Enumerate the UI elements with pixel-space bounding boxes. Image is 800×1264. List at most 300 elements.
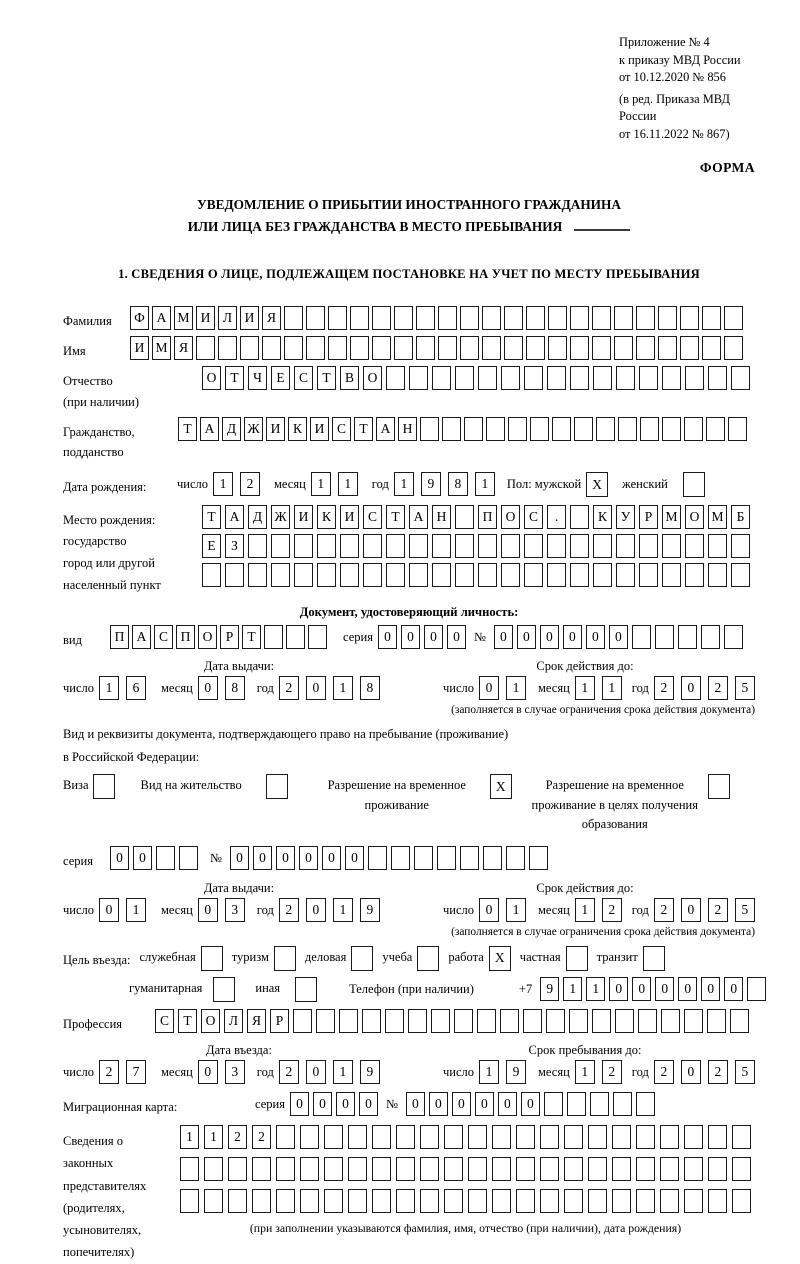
char-cell[interactable]: О (202, 366, 221, 390)
char-cell[interactable] (588, 1125, 607, 1149)
char-cell[interactable]: 0 (586, 625, 605, 649)
char-cell[interactable]: 0 (406, 1092, 425, 1116)
char-cell[interactable] (506, 846, 525, 870)
char-cell[interactable]: 1 (333, 898, 353, 922)
char-cell[interactable]: 0 (306, 1060, 326, 1084)
char-cell[interactable] (724, 306, 743, 330)
char-cell[interactable]: 0 (290, 1092, 309, 1116)
char-cell[interactable]: 0 (447, 625, 466, 649)
char-cell[interactable]: А (152, 306, 171, 330)
birth-day-cells[interactable] (213, 472, 260, 496)
char-cell[interactable] (708, 366, 727, 390)
char-cell[interactable] (708, 1157, 727, 1181)
char-cell[interactable] (455, 505, 474, 529)
id-doc-number-cells[interactable] (494, 625, 743, 649)
char-cell[interactable] (386, 366, 405, 390)
char-cell[interactable] (636, 306, 655, 330)
id-doc-type-cells[interactable] (110, 625, 327, 649)
temp-residence-checkbox[interactable]: X (490, 774, 512, 799)
char-cell[interactable] (420, 417, 439, 441)
birth-place-row2-cells[interactable] (202, 534, 750, 558)
char-cell[interactable] (420, 1189, 439, 1213)
char-cell[interactable] (547, 534, 566, 558)
char-cell[interactable] (508, 417, 527, 441)
char-cell[interactable]: 2 (602, 1060, 622, 1084)
birth-place-row3-cells[interactable] (202, 563, 750, 587)
char-cell[interactable] (639, 366, 658, 390)
purpose-other-checkbox[interactable] (295, 977, 317, 1002)
purpose-study-checkbox[interactable] (417, 946, 439, 971)
char-cell[interactable]: А (200, 417, 219, 441)
char-cell[interactable] (316, 1009, 335, 1033)
valid-year-cells[interactable] (654, 898, 755, 922)
char-cell[interactable] (685, 563, 704, 587)
temp-residence-education-checkbox[interactable] (708, 774, 730, 799)
char-cell[interactable] (684, 417, 703, 441)
char-cell[interactable] (468, 1189, 487, 1213)
char-cell[interactable]: И (294, 505, 313, 529)
char-cell[interactable]: Т (386, 505, 405, 529)
char-cell[interactable] (420, 1157, 439, 1181)
char-cell[interactable]: О (201, 1009, 220, 1033)
stay-month-cells[interactable] (575, 1060, 622, 1084)
char-cell[interactable] (732, 1125, 751, 1149)
residence-number-cells[interactable] (230, 846, 548, 870)
char-cell[interactable] (228, 1157, 247, 1181)
char-cell[interactable]: 2 (240, 472, 260, 496)
valid-day-cells[interactable] (479, 898, 526, 922)
char-cell[interactable]: М (708, 505, 727, 529)
char-cell[interactable] (478, 563, 497, 587)
char-cell[interactable]: Т (178, 417, 197, 441)
char-cell[interactable] (271, 534, 290, 558)
char-cell[interactable] (588, 1157, 607, 1181)
char-cell[interactable]: 0 (475, 1092, 494, 1116)
char-cell[interactable] (524, 563, 543, 587)
char-cell[interactable] (431, 1009, 450, 1033)
char-cell[interactable]: 0 (345, 846, 364, 870)
char-cell[interactable] (204, 1189, 223, 1213)
patronymic-cells[interactable] (202, 366, 750, 390)
surname-cells[interactable] (130, 306, 743, 330)
char-cell[interactable]: 2 (279, 898, 299, 922)
char-cell[interactable]: 5 (735, 676, 755, 700)
char-cell[interactable] (228, 1189, 247, 1213)
char-cell[interactable] (678, 625, 697, 649)
char-cell[interactable] (526, 336, 545, 360)
char-cell[interactable] (179, 846, 198, 870)
birth-place-row1-cells[interactable] (202, 505, 750, 529)
char-cell[interactable]: И (310, 417, 329, 441)
entry-month-cells[interactable] (198, 1060, 245, 1084)
char-cell[interactable]: С (155, 1009, 174, 1033)
char-cell[interactable] (444, 1189, 463, 1213)
char-cell[interactable] (350, 306, 369, 330)
phone-cells[interactable] (540, 977, 766, 1001)
entry-day-cells[interactable] (99, 1060, 146, 1084)
char-cell[interactable] (636, 1189, 655, 1213)
char-cell[interactable] (730, 1009, 749, 1033)
residence-series-cells[interactable] (110, 846, 198, 870)
char-cell[interactable]: 0 (494, 625, 513, 649)
char-cell[interactable]: З (225, 534, 244, 558)
char-cell[interactable]: Е (271, 366, 290, 390)
char-cell[interactable] (540, 1125, 559, 1149)
char-cell[interactable] (570, 534, 589, 558)
char-cell[interactable] (540, 1189, 559, 1213)
char-cell[interactable] (468, 1157, 487, 1181)
char-cell[interactable]: Т (242, 625, 261, 649)
char-cell[interactable] (636, 1092, 655, 1116)
char-cell[interactable]: 5 (735, 1060, 755, 1084)
char-cell[interactable] (685, 534, 704, 558)
stay-day-cells[interactable] (479, 1060, 526, 1084)
char-cell[interactable] (408, 1009, 427, 1033)
char-cell[interactable] (530, 417, 549, 441)
char-cell[interactable]: 0 (724, 977, 743, 1001)
char-cell[interactable]: 1 (563, 977, 582, 1001)
char-cell[interactable]: 2 (654, 676, 674, 700)
char-cell[interactable]: Л (218, 306, 237, 330)
char-cell[interactable]: Я (174, 336, 193, 360)
char-cell[interactable] (432, 366, 451, 390)
char-cell[interactable] (658, 306, 677, 330)
char-cell[interactable] (702, 336, 721, 360)
char-cell[interactable] (460, 336, 479, 360)
char-cell[interactable] (368, 846, 387, 870)
char-cell[interactable] (300, 1157, 319, 1181)
char-cell[interactable]: 1 (311, 472, 331, 496)
char-cell[interactable]: 2 (228, 1125, 247, 1149)
char-cell[interactable]: 1 (506, 676, 526, 700)
char-cell[interactable] (612, 1125, 631, 1149)
char-cell[interactable] (293, 1009, 312, 1033)
char-cell[interactable] (306, 306, 325, 330)
char-cell[interactable] (284, 336, 303, 360)
char-cell[interactable]: 8 (360, 676, 380, 700)
char-cell[interactable] (286, 625, 305, 649)
char-cell[interactable]: 2 (279, 676, 299, 700)
char-cell[interactable]: 2 (279, 1060, 299, 1084)
char-cell[interactable] (636, 1125, 655, 1149)
char-cell[interactable] (252, 1189, 271, 1213)
char-cell[interactable]: Е (202, 534, 221, 558)
char-cell[interactable] (632, 625, 651, 649)
char-cell[interactable] (680, 336, 699, 360)
purpose-transit-checkbox[interactable] (643, 946, 665, 971)
char-cell[interactable]: 1 (586, 977, 605, 1001)
char-cell[interactable] (614, 306, 633, 330)
issue-year-cells[interactable] (279, 676, 380, 700)
char-cell[interactable]: 0 (230, 846, 249, 870)
char-cell[interactable] (684, 1189, 703, 1213)
char-cell[interactable]: 9 (360, 898, 380, 922)
char-cell[interactable] (348, 1189, 367, 1213)
char-cell[interactable] (416, 306, 435, 330)
char-cell[interactable] (324, 1189, 343, 1213)
char-cell[interactable]: 0 (609, 625, 628, 649)
char-cell[interactable]: И (240, 306, 259, 330)
char-cell[interactable]: 0 (133, 846, 152, 870)
char-cell[interactable] (416, 336, 435, 360)
char-cell[interactable] (731, 563, 750, 587)
char-cell[interactable]: О (198, 625, 217, 649)
char-cell[interactable]: М (174, 306, 193, 330)
char-cell[interactable] (636, 336, 655, 360)
valid-month-cells[interactable] (575, 898, 622, 922)
char-cell[interactable] (396, 1125, 415, 1149)
char-cell[interactable]: 0 (452, 1092, 471, 1116)
char-cell[interactable] (394, 336, 413, 360)
char-cell[interactable] (340, 563, 359, 587)
char-cell[interactable] (574, 417, 593, 441)
char-cell[interactable]: 1 (333, 676, 353, 700)
char-cell[interactable] (564, 1125, 583, 1149)
issue-month-cells[interactable] (198, 898, 245, 922)
char-cell[interactable] (658, 336, 677, 360)
char-cell[interactable]: О (685, 505, 704, 529)
char-cell[interactable]: 1 (213, 472, 233, 496)
char-cell[interactable] (225, 563, 244, 587)
char-cell[interactable]: 1 (394, 472, 414, 496)
char-cell[interactable]: В (340, 366, 359, 390)
char-cell[interactable]: 0 (198, 898, 218, 922)
char-cell[interactable] (593, 534, 612, 558)
char-cell[interactable] (492, 1125, 511, 1149)
char-cell[interactable]: 0 (479, 898, 499, 922)
char-cell[interactable] (593, 563, 612, 587)
char-cell[interactable] (262, 336, 281, 360)
char-cell[interactable] (264, 625, 283, 649)
char-cell[interactable] (544, 1092, 563, 1116)
char-cell[interactable] (204, 1157, 223, 1181)
char-cell[interactable] (618, 417, 637, 441)
char-cell[interactable] (547, 366, 566, 390)
char-cell[interactable] (728, 417, 747, 441)
char-cell[interactable] (339, 1009, 358, 1033)
char-cell[interactable] (684, 1157, 703, 1181)
char-cell[interactable] (328, 336, 347, 360)
char-cell[interactable] (414, 846, 433, 870)
char-cell[interactable]: 0 (498, 1092, 517, 1116)
char-cell[interactable] (271, 563, 290, 587)
char-cell[interactable]: Л (224, 1009, 243, 1033)
char-cell[interactable]: 1 (575, 676, 595, 700)
char-cell[interactable]: 2 (708, 1060, 728, 1084)
char-cell[interactable]: П (110, 625, 129, 649)
char-cell[interactable] (444, 1125, 463, 1149)
char-cell[interactable] (564, 1189, 583, 1213)
char-cell[interactable] (324, 1157, 343, 1181)
valid-day-cells[interactable] (479, 676, 526, 700)
char-cell[interactable] (276, 1125, 295, 1149)
char-cell[interactable]: 1 (126, 898, 146, 922)
representatives-row2-cells[interactable] (180, 1157, 751, 1181)
char-cell[interactable] (660, 1125, 679, 1149)
char-cell[interactable]: А (132, 625, 151, 649)
residence-permit-checkbox[interactable] (266, 774, 288, 799)
char-cell[interactable] (300, 1125, 319, 1149)
char-cell[interactable] (685, 366, 704, 390)
char-cell[interactable]: Р (270, 1009, 289, 1033)
char-cell[interactable] (702, 306, 721, 330)
char-cell[interactable] (613, 1092, 632, 1116)
char-cell[interactable] (348, 1157, 367, 1181)
char-cell[interactable] (540, 1157, 559, 1181)
char-cell[interactable] (394, 306, 413, 330)
char-cell[interactable] (661, 1009, 680, 1033)
char-cell[interactable]: Н (398, 417, 417, 441)
char-cell[interactable]: 0 (378, 625, 397, 649)
char-cell[interactable]: 5 (735, 898, 755, 922)
char-cell[interactable]: 0 (517, 625, 536, 649)
char-cell[interactable]: С (524, 505, 543, 529)
char-cell[interactable] (524, 534, 543, 558)
char-cell[interactable]: С (154, 625, 173, 649)
char-cell[interactable] (409, 366, 428, 390)
char-cell[interactable]: А (376, 417, 395, 441)
char-cell[interactable] (708, 1189, 727, 1213)
char-cell[interactable]: 1 (479, 1060, 499, 1084)
purpose-private-checkbox[interactable] (566, 946, 588, 971)
char-cell[interactable] (372, 1157, 391, 1181)
name-cells[interactable] (130, 336, 743, 360)
char-cell[interactable] (747, 977, 766, 1001)
char-cell[interactable] (593, 366, 612, 390)
char-cell[interactable]: 1 (204, 1125, 223, 1149)
char-cell[interactable] (732, 1157, 751, 1181)
char-cell[interactable]: У (616, 505, 635, 529)
char-cell[interactable]: И (266, 417, 285, 441)
char-cell[interactable]: 1 (575, 1060, 595, 1084)
char-cell[interactable] (590, 1092, 609, 1116)
char-cell[interactable] (248, 563, 267, 587)
char-cell[interactable]: М (152, 336, 171, 360)
char-cell[interactable]: 3 (225, 898, 245, 922)
sex-male-checkbox[interactable]: X (586, 472, 608, 497)
char-cell[interactable] (524, 366, 543, 390)
citizenship-cells[interactable] (178, 417, 747, 441)
char-cell[interactable]: 0 (424, 625, 443, 649)
char-cell[interactable]: 8 (448, 472, 468, 496)
char-cell[interactable]: 1 (506, 898, 526, 922)
char-cell[interactable] (372, 306, 391, 330)
char-cell[interactable] (350, 336, 369, 360)
char-cell[interactable] (294, 563, 313, 587)
char-cell[interactable] (546, 1009, 565, 1033)
char-cell[interactable] (442, 417, 461, 441)
char-cell[interactable] (570, 306, 589, 330)
char-cell[interactable]: 0 (306, 898, 326, 922)
char-cell[interactable]: 1 (475, 472, 495, 496)
char-cell[interactable] (432, 563, 451, 587)
char-cell[interactable]: 0 (198, 676, 218, 700)
char-cell[interactable] (570, 366, 589, 390)
char-cell[interactable] (501, 534, 520, 558)
char-cell[interactable] (308, 625, 327, 649)
char-cell[interactable] (300, 1189, 319, 1213)
char-cell[interactable] (523, 1009, 542, 1033)
char-cell[interactable] (306, 336, 325, 360)
char-cell[interactable]: 0 (336, 1092, 355, 1116)
char-cell[interactable] (455, 534, 474, 558)
char-cell[interactable] (706, 417, 725, 441)
char-cell[interactable] (639, 563, 658, 587)
char-cell[interactable] (614, 336, 633, 360)
char-cell[interactable]: А (409, 505, 428, 529)
char-cell[interactable]: 0 (632, 977, 651, 1001)
char-cell[interactable] (724, 336, 743, 360)
char-cell[interactable] (596, 417, 615, 441)
char-cell[interactable] (420, 1125, 439, 1149)
char-cell[interactable] (552, 417, 571, 441)
char-cell[interactable] (707, 1009, 726, 1033)
char-cell[interactable] (455, 366, 474, 390)
char-cell[interactable] (276, 1189, 295, 1213)
char-cell[interactable] (372, 336, 391, 360)
char-cell[interactable] (615, 1009, 634, 1033)
visa-checkbox[interactable] (93, 774, 115, 799)
char-cell[interactable] (547, 563, 566, 587)
char-cell[interactable] (486, 417, 505, 441)
char-cell[interactable] (455, 563, 474, 587)
char-cell[interactable]: 2 (654, 1060, 674, 1084)
purpose-humanitarian-checkbox[interactable] (213, 977, 235, 1002)
char-cell[interactable] (409, 534, 428, 558)
char-cell[interactable] (483, 846, 502, 870)
char-cell[interactable]: И (340, 505, 359, 529)
char-cell[interactable] (478, 534, 497, 558)
purpose-work-checkbox[interactable]: X (489, 946, 511, 971)
char-cell[interactable]: Т (178, 1009, 197, 1033)
char-cell[interactable] (548, 306, 567, 330)
char-cell[interactable] (460, 306, 479, 330)
char-cell[interactable] (385, 1009, 404, 1033)
migration-series-cells[interactable] (290, 1092, 378, 1116)
char-cell[interactable] (662, 563, 681, 587)
char-cell[interactable]: 0 (322, 846, 341, 870)
char-cell[interactable]: И (130, 336, 149, 360)
char-cell[interactable] (592, 1009, 611, 1033)
char-cell[interactable] (708, 1125, 727, 1149)
char-cell[interactable]: 2 (708, 676, 728, 700)
char-cell[interactable] (616, 563, 635, 587)
char-cell[interactable] (708, 563, 727, 587)
char-cell[interactable]: 0 (401, 625, 420, 649)
char-cell[interactable] (482, 336, 501, 360)
char-cell[interactable] (454, 1009, 473, 1033)
char-cell[interactable] (340, 534, 359, 558)
purpose-business-checkbox[interactable] (351, 946, 373, 971)
char-cell[interactable]: П (176, 625, 195, 649)
char-cell[interactable]: Ж (244, 417, 263, 441)
char-cell[interactable] (386, 534, 405, 558)
char-cell[interactable]: 0 (681, 676, 701, 700)
char-cell[interactable] (662, 417, 681, 441)
char-cell[interactable] (516, 1189, 535, 1213)
char-cell[interactable] (612, 1189, 631, 1213)
char-cell[interactable] (529, 846, 548, 870)
char-cell[interactable] (640, 417, 659, 441)
char-cell[interactable]: 1 (333, 1060, 353, 1084)
char-cell[interactable]: Н (432, 505, 451, 529)
char-cell[interactable] (202, 563, 221, 587)
char-cell[interactable]: 2 (602, 898, 622, 922)
purpose-tourism-checkbox[interactable] (274, 946, 296, 971)
char-cell[interactable] (570, 336, 589, 360)
issue-year-cells[interactable] (279, 898, 380, 922)
representatives-row1-cells[interactable] (180, 1125, 751, 1149)
